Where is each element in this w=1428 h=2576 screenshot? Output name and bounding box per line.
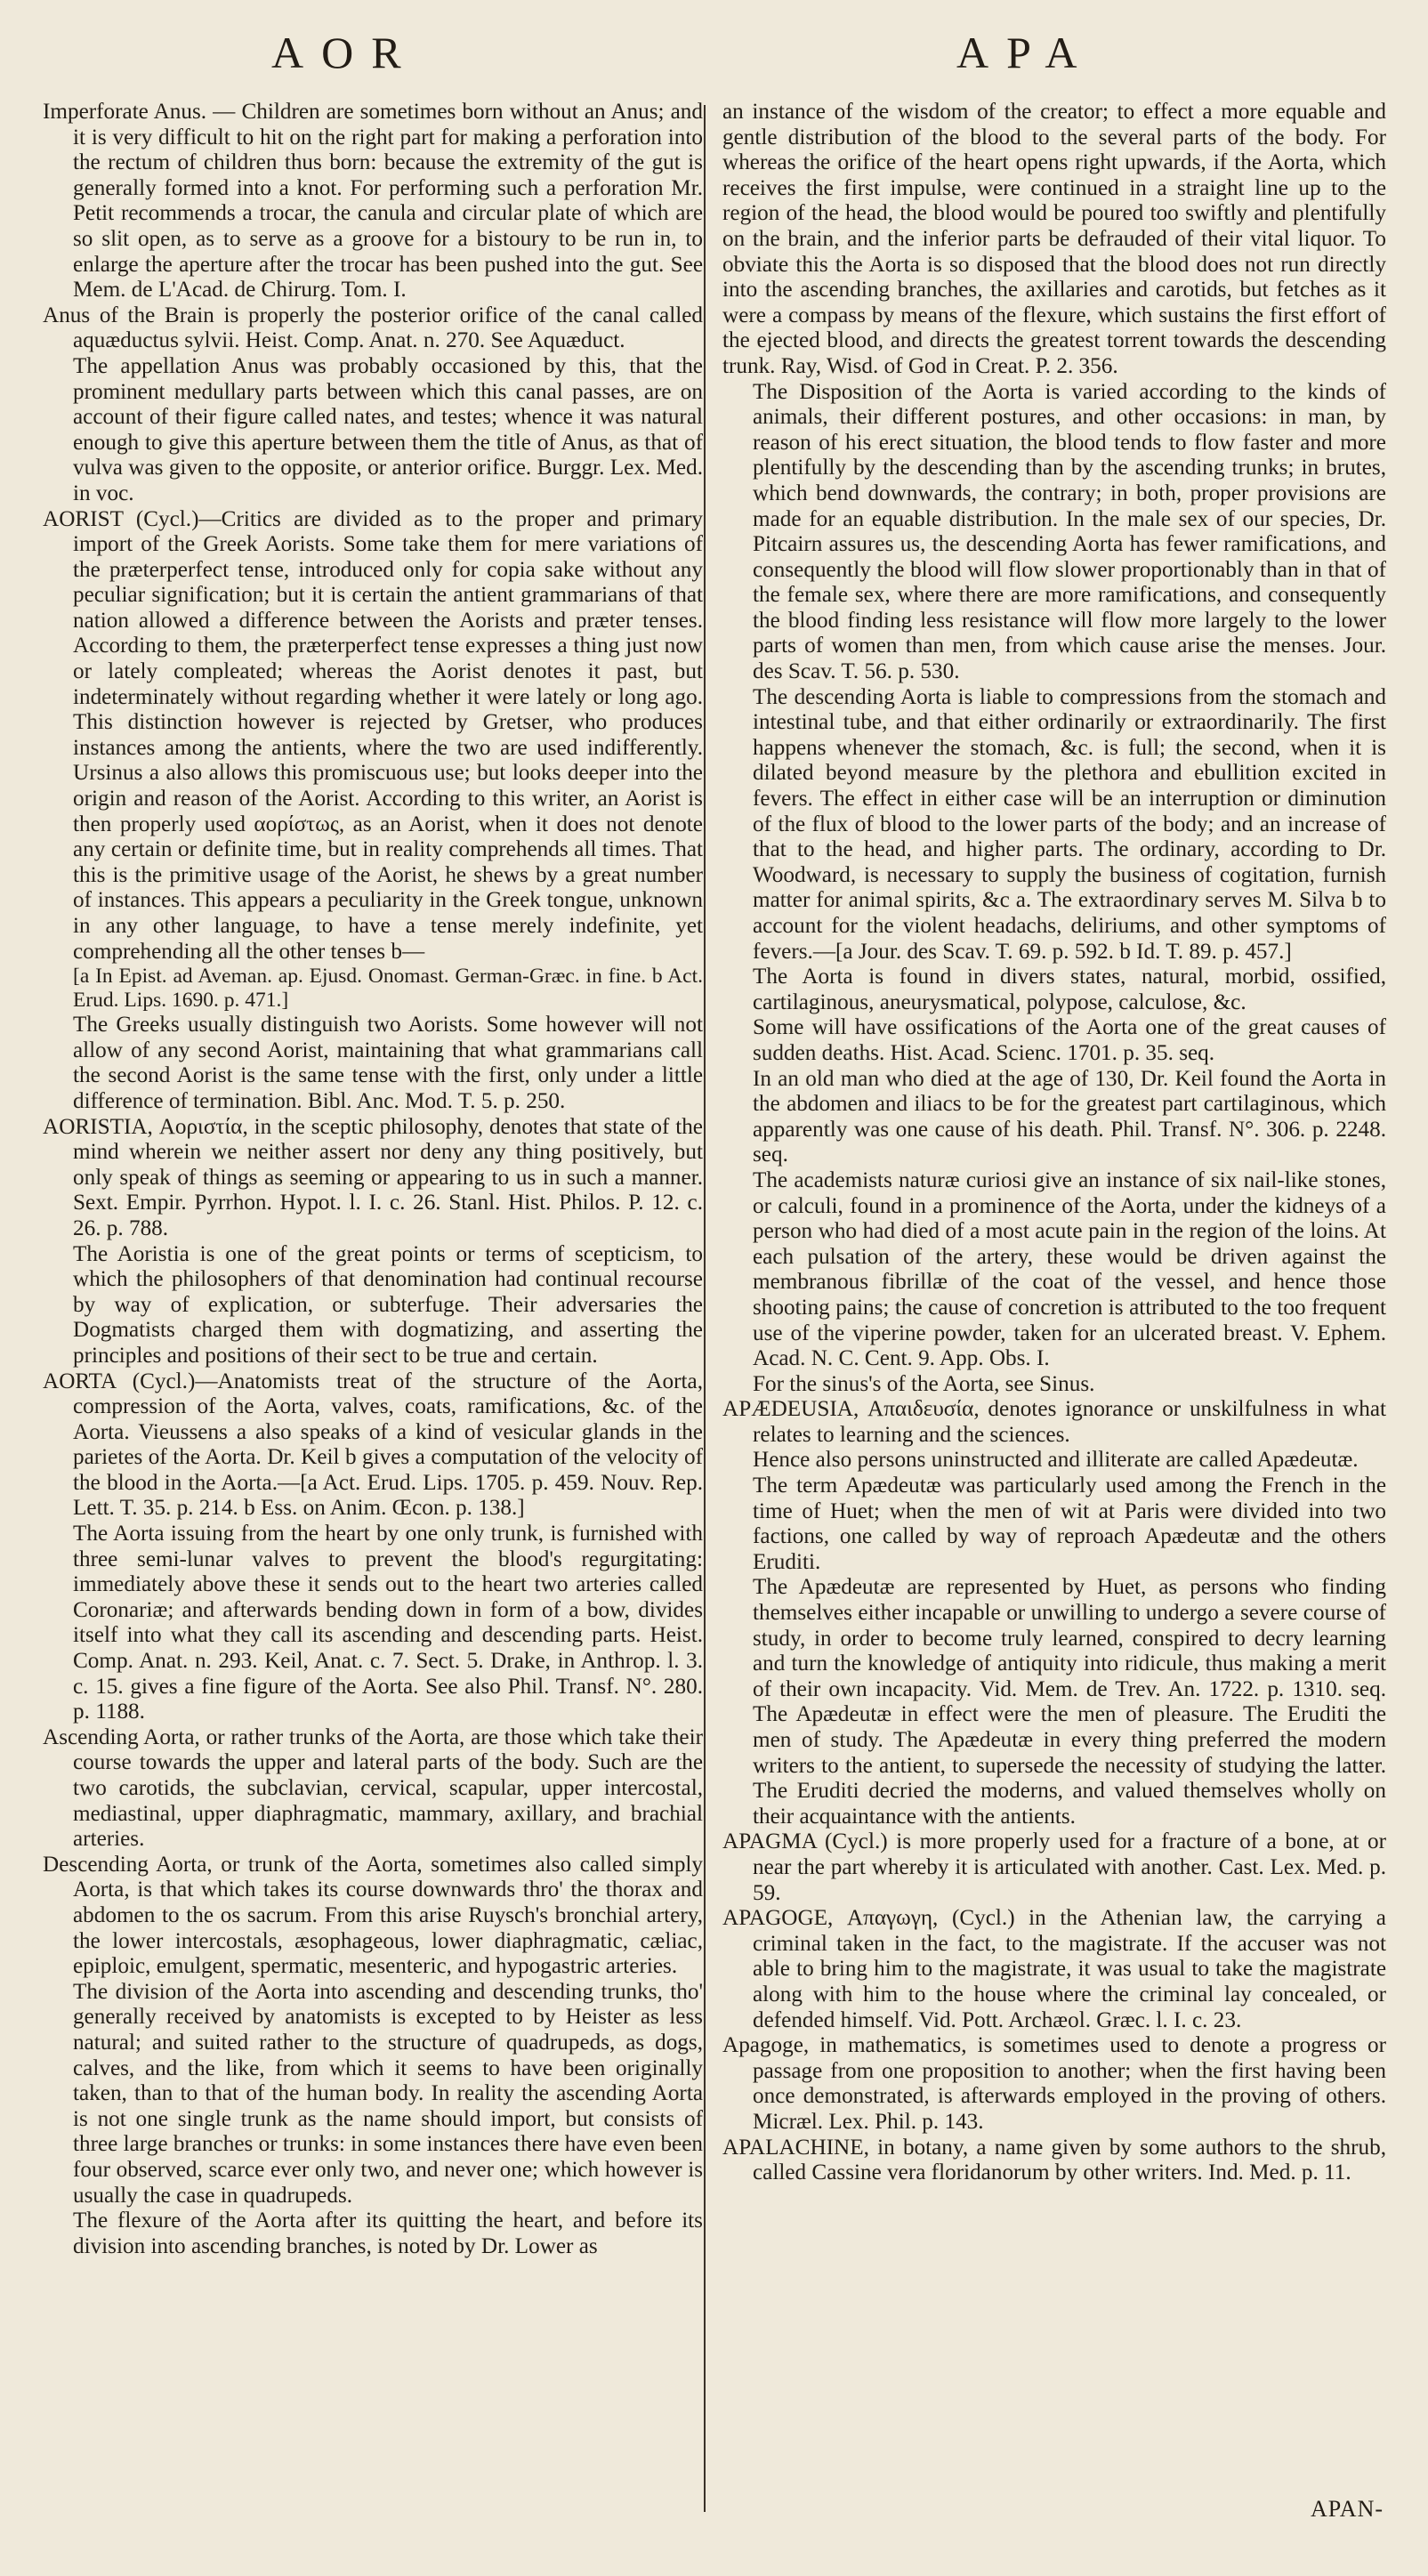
right-running-head: APA	[956, 28, 1095, 77]
footnote-aorist: [a In Epist. ad Aveman. ap. Ejusd. Onomast. German-Græc. in fine. b Act. Erud. Lips. 1690. p. 471.]	[73, 965, 703, 1013]
paragraph-aorta-flexure: The flexure of the Aorta after its quitting the heart, and before its division into ascending branches, is noted by Dr. Lower as	[73, 2209, 703, 2258]
paragraph-aorta-issuing: The Aorta issuing from the heart by one only trunk, is furnished with three semi-lunar valves to prevent the blood's regurgitating: immediately above these it sends out to the heart two arteries called Coronariæ; and afterwards bending down in form of a bow, divides itself into what they call its ascending and descending parts. Heist. Comp. Anat. n. 293. Keil, Anat. c. 7. Sect. 5. Drake, in Anthrop. l. 3. c. 15. gives a fine figure of the Aorta. See also Phil. Transf. N°. 280. p. 1188.	[73, 1522, 703, 1724]
paragraph-aorta-disposition: The Disposition of the Aorta is varied according to the kinds of animals, their different postures, and other occasions: in man, by reason of his erect situation, the blood tends to flow faster and more plentifully by the descending than by the ascending trunks; in brutes, which bend downwards, the contrary; in both, proper provisions are made for an equable distribution. In the male sex of our species, Dr. Pitcairn assures us, the descending Aorta has fewer ramifications, and consequently the blood will flow slower proportionably than in that of the female sex, where there are more ramifications, and consequently the blood finding less resistance will flow more largely to the lower parts of women than men, from which cause arise the menses. Jour. des Scav. T. 56. p. 530.	[753, 379, 1386, 684]
paragraph-aorta-ossifications: Some will have ossifications of the Aorta one of the great causes of sudden deaths. Hist. Acad. Scienc. 1701. p. 35. seq.	[753, 1015, 1386, 1065]
entry-imperforate-anus: Imperforate Anus. — Children are sometimes born without an Anus; and it is very difficult to hit on the right part for making a perforation into the rectum of children thus born: because the extremity of the gut is generally formed into a knot. For performing such a perforation Mr. Petit recommends a trocar, the canula and circular plate of which are so slit open, as to serve as a groove for a bistoury to be run in, to enlarge the aperture after the trocar has been pushed into the gut. See Mem. de L'Acad. de Chirurg. Tom. I.	[43, 100, 703, 303]
left-running-head: AOR	[271, 28, 419, 77]
paragraph-nail-like-stones: The academists naturæ curiosi give an instance of six nail-like stones, or calculi, found in a prominence of the Aorta, under the kidneys of a person who had died of a most acute pain in the region of the loins. At each pulsation of the artery, these would be driven against the membranous fibrillæ of the coat of the vessel, and hence those shooting pains; the cause of concretion is attributed to the too frequent use of the viperine powder, taken for an ulcerated breast. V. Ephem. Acad. N. C. Cent. 9. App. Obs. I.	[753, 1167, 1386, 1371]
column-divider	[704, 105, 706, 2512]
paragraph-old-man-aorta: In an old man who died at the age of 130, Dr. Keil found the Aorta in the abdomen and iliacs to be for the greatest part cartilaginous, which apparently was one cause of his death. Phil. Transf. N°. 306. p. 2248. seq.	[753, 1066, 1386, 1167]
entry-aorist: AORIST (Cycl.)—Critics are divided as to the proper and primary import of the Greek Aorists. Some take them for mere variations of the præterperfect tense, introduced only for copia sake without any peculiar signification; but it is certain the antient grammarians of that nation allowed a difference between the Aorists and præter tenses. According to them, the præterperfect tense expresses a thing just now or lately compleated; whereas the Aorist denotes it past, but indeterminately without regarding whether it were lately or long ago. This distinction however is rejected by Gretser, who produces instances among the antients, where the two are used indifferently. Ursinus a also allows this promiscuous use; but looks deeper into the origin and reason of the Aorist. According to this writer, an Aorist is then properly used αορίστως, as an Aorist, when it does not denote any certain or definite time, but in reality comprehends all times. That this is the primitive usage of the Aorist, he shews by a great number of instances. This appears a peculiarity in the Greek tongue, unknown in any other language, to have a tense merely indefinite, yet comprehending all the other tenses b—	[43, 506, 703, 964]
left-column	[43, 100, 703, 2259]
entry-anus-of-brain: Anus of the Brain is properly the posterior orifice of the canal called aquæductus sylvii. Heist. Comp. Anat. n. 270. See Aquæduct.	[43, 303, 703, 353]
catchword: APAN-	[1310, 2496, 1384, 2522]
entry-apagoge-law: APAGOGE, Απαγωγη, (Cycl.) in the Athenian law, the carrying a criminal taken in the fact, to the magistrate. If the accuser was not able to bring him to the magistrate, it was usual to take the magistrate along with him to the house where the criminal lay concealed, or defended himself. Vid. Pott. Archæol. Græc. l. I. c. 23.	[722, 1906, 1386, 2032]
paragraph-aorta-states: The Aorta is found in divers states, natural, morbid, ossified, cartilaginous, aneurysmatical, polypose, calculose, &c.	[753, 965, 1386, 1014]
paragraph-sinus-reference: For the sinus's of the Aorta, see Sinus.	[753, 1371, 1095, 1396]
right-column	[722, 100, 1386, 2186]
paragraph-anus-appellation: The appellation Anus was probably occasioned by this, that the prominent medullary parts between which this canal passes, are on account of their figure called nates, and testes; whence it was natural enough to give this aperture between them the title of Anus, as that of vulva was given to the opposite, or anterior orifice. Burggr. Lex. Med. in voc.	[73, 353, 703, 505]
paragraph-continuation-creator: an instance of the wisdom of the creator; to effect a more equable and gentle distribution of the blood to the several parts of the body. For whereas the orifice of the heart opens right upwards, if the Aorta, which receives the first impulse, were continued in a straight line up to the region of the head, the blood would be poured too swiftly and plentifully on the brain, and the inferior parts be defrauded of their vital liquor. To obviate this the Aorta is so disposed that the blood does not run directly into the ascending branches, the axillaries and carotids, but fetches as it were a compass by means of the flexure, which sustains the first effort of the ejected blood, and directs the greatest torrent towards the descending trunk. Ray, Wisd. of God in Creat. P. 2. 356.	[722, 100, 1386, 378]
entry-descending-aorta: Descending Aorta, or trunk of the Aorta, sometimes also called simply Aorta, is that which takes its course downwards thro' the thorax and abdomen to the os sacrum. From this arise Ruysch's bronchial artery, the lower intercostals, æsophageous, lower diaphragmatic, cæliac, epiploic, emulgent, spermatic, mesenteric, and hypogastric arteries.	[43, 1852, 703, 1979]
paragraph-aorta-division: The division of the Aorta into ascending and descending trunks, tho' generally received by anatomists is excepted to by Heister as less natural; and suited rather to the structure of quadrupeds, as dogs, calves, and the like, from which it seems to have been originally taken, than to that of the human body. In reality the ascending Aorta is not one single trunk as the name should import, but consists of three large branches or trunks: in some instances there have even been four observed, scarce ever only two, and never one; which however is usually the case in quadrupeds.	[73, 1979, 704, 2208]
entry-apagoge-mathematics: Apagoge, in mathematics, is sometimes used to denote a progress or passage from one proposition to another; when the first having been once demonstrated, is afterwards employed in the proving of others. Micræl. Lex. Phil. p. 143.	[722, 2033, 1386, 2134]
entry-ascending-aorta: Ascending Aorta, or rather trunks of the Aorta, are those which take their course towards the upper and lateral parts of the body. Such are the two carotids, the subclavian, cervical, scapular, upper intercostal, mediastinal, upper diaphragmatic, mammary, axillary, and brachial arteries.	[43, 1724, 703, 1852]
paragraph-apaedeutae-huet: The Apædeutæ are represented by Huet, as persons who finding themselves either incapable or unwilling to undergo a severe course of study, in order to become truly learned, conspired to decry learning and turn the knowledge of antiquity into ridicule, thus making a merit of their own incapacity. Vid. Mem. de Trev. An. 1722. p. 1310. seq. The Apædeutæ in effect were the men of pleasure. The Eruditi the men of study. The Apædeutæ in every thing preferred the modern writers to the antient, to supersede the necessity of studying the latter. The Eruditi decried the moderns, and valued themselves wholly on their acquaintance with the antients.	[753, 1575, 1386, 1829]
entry-aorta: AORTA (Cycl.)—Anatomists treat of the structure of the Aorta, compression of the Aorta, valves, coats, ramifications, &c. of the Aorta. Vieussens a also speaks of a kind of vesicular glands in the parietes of the Aorta. Dr. Keil b gives a computation of the velocity of the blood in the Aorta.—[a Act. Erud. Lips. 1705. p. 459. Nouv. Rep. Lett. T. 35. p. 214. b Ess. on Anim. Œcon. p. 138.]	[43, 1369, 703, 1521]
paragraph-aoristia-scepticism: The Aoristia is one of the great points or terms of scepticism, to which the philosophers of that denomination had continual recourse by way of explication, or subterfuge. Their adversaries the Dogmatists charged them with dogmatizing, and asserting the principles and positions of their sect to be true and certain.	[73, 1241, 703, 1368]
paragraph-greeks-aorists: The Greeks usually distinguish two Aorists. Some however will not allow of any second Aorist, maintaining that what grammarians call the second Aorist is the same tense with the first, only under a little difference of termination. Bibl. Anc. Mod. T. 5. p. 250.	[73, 1013, 703, 1113]
paragraph-aorta-compressions: The descending Aorta is liable to compressions from the stomach and intestinal tube, and that either ordinarily or extraordinarily. The first happens whenever the stomach, &c. is full; the second, when it is dilated beyond measure by the plethora and ebullition excited in fevers. The effect in either case will be an interruption or diminution of the flux of blood to the lower parts of the body; and an increase of that to the head, and higher parts. The ordinary, according to Dr. Woodward, is necessary to supply the business of cogitation, furnish matter for animal spirits, &c a. The extraordinary serves M. Silva b to account for the violent headachs, deliriums, and other symptoms of fevers.—[a Jour. des Scav. T. 69. p. 592. b Id. T. 89. p. 457.]	[753, 684, 1386, 964]
entry-apalachine: APALACHINE, in botany, a name given by some authors to the shrub, called Cassine vera floridanorum by other writers. Ind. Med. p. 11.	[722, 2135, 1386, 2185]
entry-apaedeusia: APÆDEUSIA, Απαιδευσία, denotes ignorance or unskilfulness in what relates to learning and the sciences.	[722, 1397, 1386, 1447]
paragraph-apaedeutae-french: The term Apædeutæ was particularly used among the French in the time of Huet; when the men of wit at Paris were divided into two factions, one called by way of reproach Apædeutæ and the others Eruditi.	[753, 1474, 1386, 1574]
paragraph-apaedeutae-defined: Hence also persons uninstructed and illiterate are called Apædeutæ.	[753, 1448, 1359, 1473]
entry-aoristia: AORISTIA, Αοριστία, in the sceptic philosophy, denotes that state of the mind wherein we neither assert nor deny any thing positively, but only speak of things as seeming or appearing to us in such a manner. Sext. Empir. Pyrrhon. Hypot. l. I. c. 26. Stanl. Hist. Philos. P. 12. c. 26. p. 788.	[43, 1114, 703, 1240]
page-header	[0, 27, 1428, 80]
entry-apagma: APAGMA (Cycl.) is more properly used for a fracture of a bone, at or near the part whereby it is articulated with another. Cast. Lex. Med. p. 59.	[722, 1829, 1386, 1905]
